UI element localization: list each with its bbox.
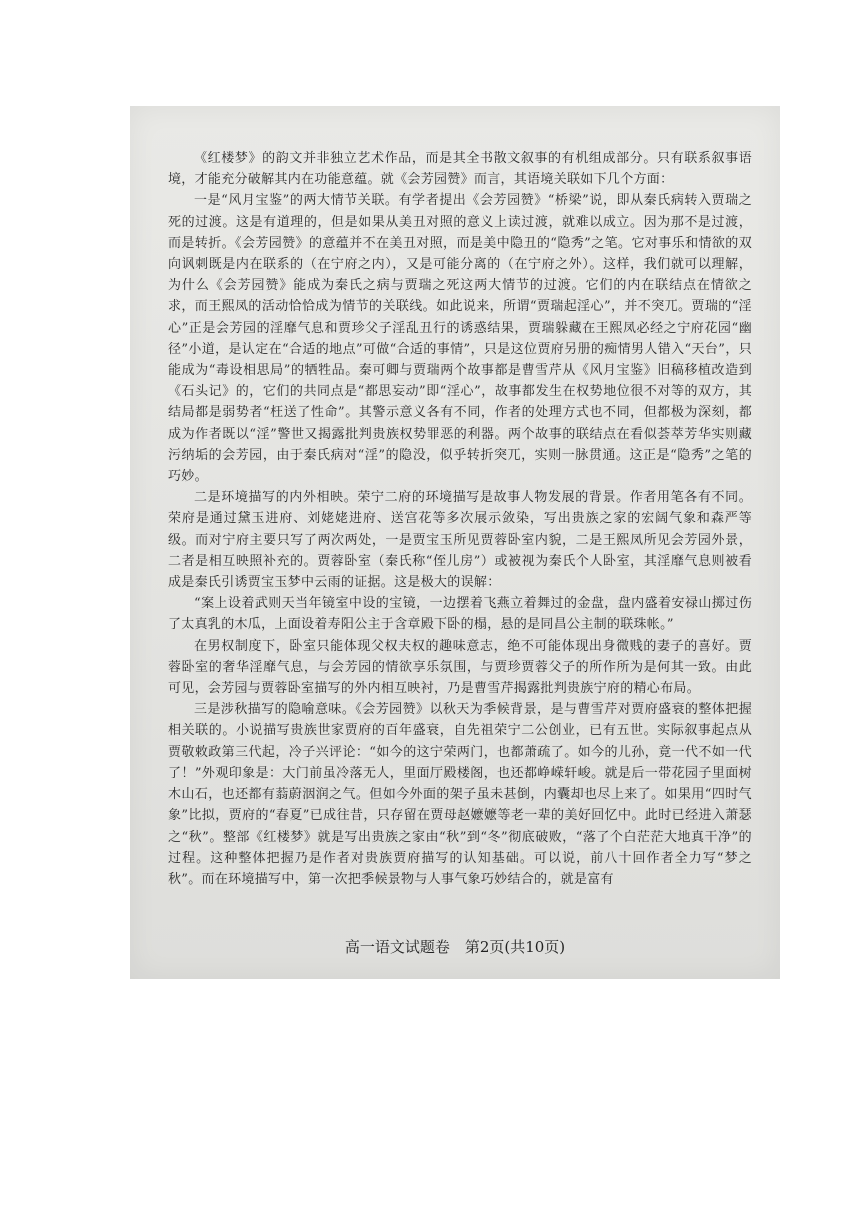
paragraph-quotation: “案上设着武则天当年镜室中设的宝镜，一边摆着飞燕立着舞过的金盘，盘内盛着安禄山掷过伤了太真乳的木瓜，上面设着寿阳公主于含章殿下卧的榻，悬的是同昌公主制的联珠帐。” bbox=[168, 596, 752, 633]
paragraph-point-three: 三是涉秋描写的隐喻意味。《会芳园赞》以秋天为季候背景，是与曹雪芹对贾府盛衰的整体把握相关联的。小说描写贵族世家贾府的百年盛衰，自先祖荣宁二公创业，已有五世。实际叙事起点从贾敬敕政第三代起，冷子兴评论：“如今的这宁荣两门，也都萧疏了。如今的儿孙，竟一代不如一代了！”外观印象是：大门前虽冷落无人，里面厅殿楼阁，也还都峥嵘轩峻。就是后一带花园子里面树木山石，也还都有蓊蔚洇润之气。但如今外面的架子虽未甚倒，内囊却也尽上来了。如果用“四时气象”比拟，贾府的“春夏”已成往昔，只存留在贾母赵嬷嬷等老一辈的美好回忆中。此时已经进入萧瑟之“秋”。整部《红楼梦》就是写出贵族之家由“秋”到“冬”彻底破败，“落了个白茫茫大地真干净”的过程。这种整体把握乃是作者对贵族贾府描写的认知基础。可以说，前八十回作者全力写“梦之秋”。而在环境描写中，第一次把季候景物与人事气象巧妙结合的，就是富有 bbox=[168, 702, 752, 887]
paragraph-intro: 《红楼梦》的韵文并非独立艺术作品，而是其全书散文叙事的有机组成部分。只有联系叙事语境，才能充分破解其内在功能意蕴。就《会芳园赞》而言，其语境关联如下几个方面： bbox=[168, 151, 752, 188]
page-footer: 高一语文试题卷 第2页(共10页) bbox=[344, 938, 566, 956]
article-body bbox=[168, 148, 752, 908]
paragraph-point-one: 一是“风月宝鉴”的两大情节关联。有学者提出《会芳园赞》“桥梁”说，即从秦氏病转入贾瑞之死的过渡。这是有道理的，但是如果从美丑对照的意义上读过渡，就难以成立。因为那不是过渡，而是转折。《会芳园赞》的意蕴并不在美丑对照，而是美中隐丑的“隐秀”之笔。它对事乐和情欲的双向讽刺既是内在联系的（在宁府之内），又是可能分离的（在宁府之外）。这样，我们就可以理解，为什么《会芳园赞》能成为秦氏之病与贾瑞之死这两大情节的过渡。它们的内在联结点在情欲之求，而王熙凤的活动恰恰成为情节的关联线。如此说来，所谓“贾瑞起淫心”，并不突兀。贾瑞的“淫心”正是会芳园的淫靡气息和贾珍父子淫乱丑行的诱惑结果，贾瑞躲藏在王熙凤必经之宁府花园“幽径”小道，是认定在“合适的地点”可做“合适的事情”，只是这位贾府另册的痴情男人错入“天台”，只能成为“毒设相思局”的牺牲品。秦可卿与贾瑞两个故事都是曹雪芹从《风月宝鉴》旧稿移植改造到《石头记》的，它们的共同点是“都思妄动”即“淫心”，故事都发生在权势地位很不对等的双方，其结局都是弱势者“枉送了性命”。其警示意义各有不同，作者的处理方式也不同，但都极为深刻，都成为作者既以“淫”警世又揭露批判贵族权势罪恶的利器。两个故事的联结点在看似荟萃芳华实则藏污纳垢的会芳园，由于秦氏病对“淫”的隐没，似乎转折突兀，实则一脉贯通。这正是“隐秀”之笔的巧妙。 bbox=[168, 193, 752, 485]
paragraph-point-two: 二是环境描写的内外相映。荣宁二府的环境描写是故事人物发展的背景。作者用笔各有不同。荣府是通过黛玉进府、刘姥姥进府、送宫花等多次展示敛染，写出贵族之家的宏阔气象和森严等级。而对宁府主要只写了两次两处，一是贾宝玉所见贾蓉卧室内貌，二是王熙凤所见会芳园外景，二者是相互映照补充的。贾蓉卧室（秦氏称“侄儿房”）或被视为秦氏个人卧室，其淫靡气息则被看成是秦氏引诱贾宝玉梦中云雨的证据。这是极大的误解： bbox=[168, 490, 752, 591]
paragraph-analysis: 在男权制度下，卧室只能体现父权夫权的趣味意志，绝不可能体现出身微贱的妻子的喜好。贾蓉卧室的奢华淫靡气息，与会芳园的情欲享乐氛围，与贾珍贾蓉父子的所作所为是何其一致。由此可见，会芳园与贾蓉卧室描写的外内相互映衬，乃是曹雪芹揭露批判贵族宁府的精心布局。 bbox=[168, 638, 752, 697]
